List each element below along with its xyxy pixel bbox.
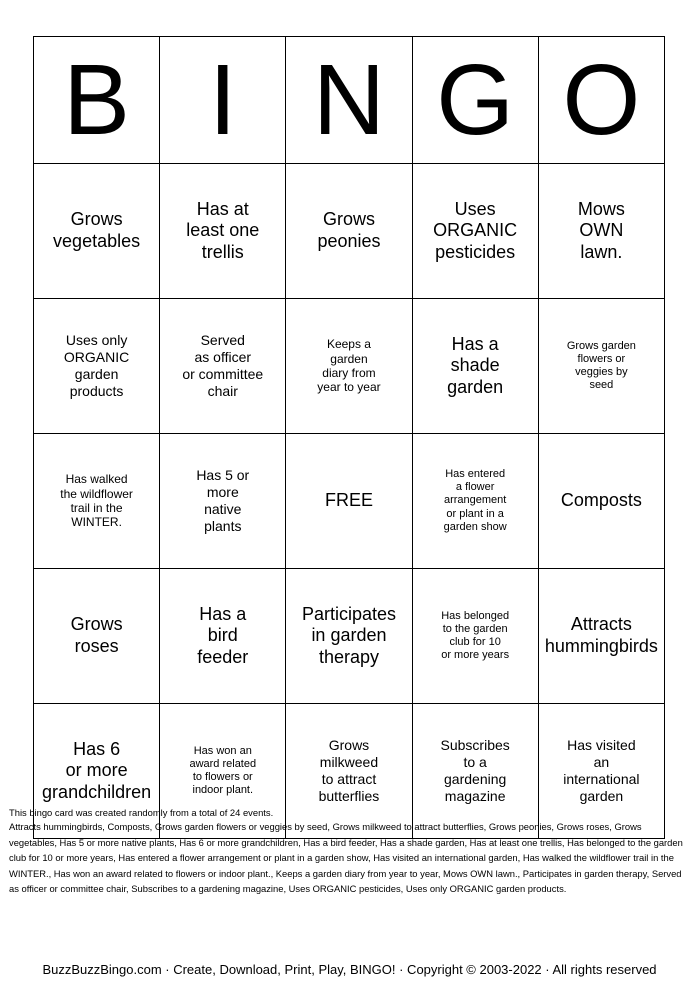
bingo-header-row <box>34 37 665 164</box>
bingo-cell: Mows OWN lawn. <box>538 164 664 299</box>
header-letter-i: I <box>160 37 286 164</box>
bingo-cell: Has visited an international garden <box>538 704 664 839</box>
bingo-cell: Served as officer or committee chair <box>160 299 286 434</box>
bingo-row <box>34 164 665 299</box>
bingo-cell: Has 6 or more grandchildren <box>34 704 160 839</box>
bingo-cell: Grows peonies <box>286 164 412 299</box>
bingo-cell: Has at least one trellis <box>160 164 286 299</box>
bingo-cell: Grows roses <box>34 569 160 704</box>
header-letter-o: O <box>538 37 664 164</box>
event-list-text: Attracts hummingbirds, Composts, Grows garden flowers or veggies by seed, Grows milkweed to attract butterflies, Grows peonies, Grows roses, Grows vegetables, Has 5 or more native plants, Has 6 or more grandchildren, Has a bird feeder, Has a shade garden, Has at least one trellis, Has belonged to the garden club for 10 or more years, Has entered a flower arrangement or plant in a garden show, Has visited an international garden, Has walked the wildflower trail in the WINTER., Has won an award related to flowers or indoor plant., Keeps a garden diary from year to year, Mows OWN lawn., Participates in garden therapy, Served as officer or committee chair, Subscribes to a gardening magazine, Uses ORGANIC pesticides, Uses only ORGANIC garden products. <box>9 821 683 894</box>
header-letter-n: N <box>286 37 412 164</box>
bingo-row <box>34 299 665 434</box>
free-space-cell: FREE <box>286 434 412 569</box>
bingo-cell: Uses ORGANIC pesticides <box>412 164 538 299</box>
bingo-cell: Composts <box>538 434 664 569</box>
bingo-cell: Grows garden flowers or veggies by seed <box>538 299 664 434</box>
header-letter-b: B <box>34 37 160 164</box>
bingo-card <box>33 36 665 839</box>
bingo-cell: Grows milkweed to attract butterflies <box>286 704 412 839</box>
bingo-cell: Has 5 or more native plants <box>160 434 286 569</box>
bingo-cell: Uses only ORGANIC garden products <box>34 299 160 434</box>
bingo-cell: Has belonged to the garden club for 10 or more years <box>412 569 538 704</box>
bingo-cell: Has won an award related to flowers or indoor plant. <box>160 704 286 839</box>
bingo-cell: Has a shade garden <box>412 299 538 434</box>
card-intro-text: This bingo card was created randomly from a total of 24 events. <box>9 807 274 818</box>
bingo-cell: Participates in garden therapy <box>286 569 412 704</box>
bingo-cell: Has walked the wildflower trail in the WINTER. <box>34 434 160 569</box>
bingo-row <box>34 569 665 704</box>
bingo-cell: Has a bird feeder <box>160 569 286 704</box>
bingo-cell: Keeps a garden diary from year to year <box>286 299 412 434</box>
bingo-cell: Has entered a flower arrangement or plant in a garden show <box>412 434 538 569</box>
bingo-cell: Subscribes to a gardening magazine <box>412 704 538 839</box>
bingo-row <box>34 434 665 569</box>
header-letter-g: G <box>412 37 538 164</box>
bingo-cell: Attracts hummingbirds <box>538 569 664 704</box>
site-footer: BuzzBuzzBingo.com · Create, Download, Print, Play, BINGO! · Copyright © 2003-2022 · All rights reserved <box>42 962 657 977</box>
bingo-cell: Grows vegetables <box>34 164 160 299</box>
